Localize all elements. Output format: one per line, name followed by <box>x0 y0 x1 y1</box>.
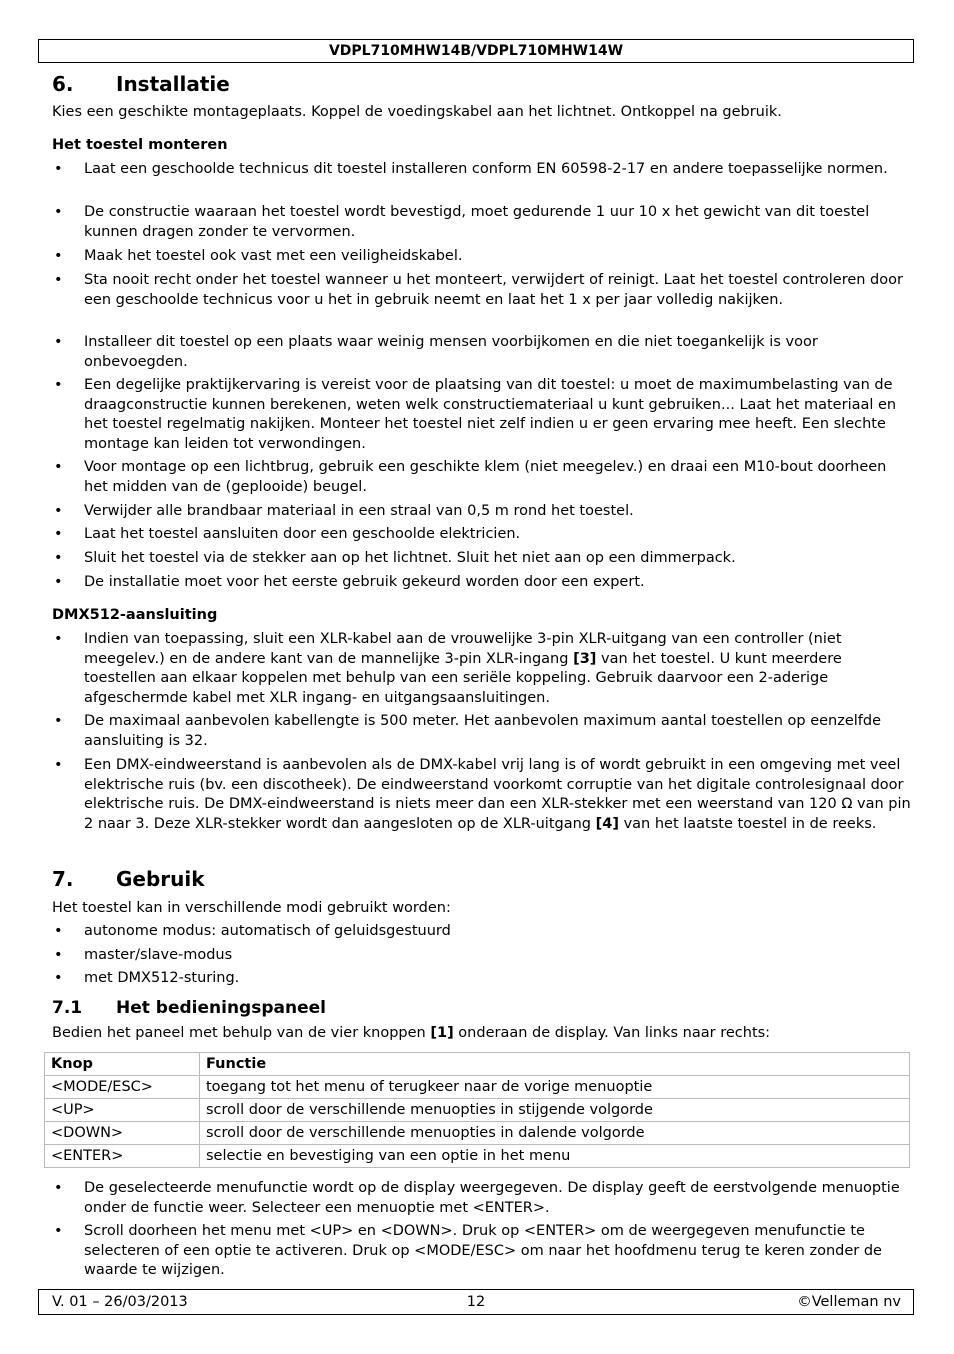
bullet: • <box>54 204 63 220</box>
list-item: • Laat het toestel aansluiten door een geschoolde elektricien. <box>52 525 912 545</box>
button-function-table <box>44 1052 910 1168</box>
list-item: • master/slave-modus <box>52 946 912 966</box>
mount-heading: Het toestel monteren <box>52 137 228 153</box>
section-7-heading <box>52 867 205 891</box>
bullet: • <box>54 272 63 288</box>
column-header: Knop <box>45 1053 200 1076</box>
list-item: • Indien van toepassing, sluit een XLR-kabel aan de vrouwelijke 3-pin XLR-uitgang van een controller (niet meegelev.) en de andere kant van de mannelijke 3-pin XLR-ingang [3] van het toestel. U kunt meerdere toestellen aan elkaar koppelen met behulp van een seriële koppeling. Gebruik daarvoor een 2-aderige afgeschermde kabel met XLR ingang- en uitgangsaansluitingen. <box>54 631 842 706</box>
subsection-number: 7.1 <box>52 998 83 1018</box>
table-row <box>45 1099 910 1122</box>
reference-3: [3] <box>573 650 597 667</box>
list-item: • Voor montage op een lichtbrug, gebruik een geschikte klem (niet meegelev.) en draai een M10-bout doorheen het midden van de (geplooide) beugel. <box>54 459 887 495</box>
list-item: • met DMX512-sturing. <box>52 969 912 989</box>
model-number: VDPL710MHW14B/VDPL710MHW14W <box>328 43 624 59</box>
dmx-heading: DMX512-aansluiting <box>52 607 218 623</box>
version-date: V. 01 – 26/03/2013 <box>52 1294 188 1310</box>
bullet: • <box>54 526 63 542</box>
bullet: • <box>54 574 63 590</box>
panel-intro: Bedien het paneel met behulp van de vier knoppen [1] onderaan de display. Van links naar rechts: <box>52 1025 771 1041</box>
table-cell: scroll door de verschillende menuopties in stijgende volgorde <box>200 1099 910 1122</box>
page-number: 12 <box>466 1294 486 1310</box>
table-cell: selectie en bevestiging van een optie in het menu <box>200 1145 910 1168</box>
section-7-intro: Het toestel kan in verschillende modi gebruikt worden: <box>52 900 451 916</box>
bullet: • <box>54 970 63 986</box>
bullet: • <box>54 1223 63 1239</box>
bullet: • <box>54 923 63 939</box>
reference-4: [4] <box>595 815 619 832</box>
list-item: • De installatie moet voor het eerste gebruik gekeurd worden door een expert. <box>52 573 912 593</box>
list-item: • Een DMX-eindweerstand is aanbevolen als de DMX-kabel vrij lang is of wordt gebruikt in een omgeving met veel elektrische ruis (bv. een discotheek). De eindweerstand voorkomt corruptie van het digitale controlesignaal door elektrische ruis. De DMX-eindweerstand is niets meer dan een XLR-stekker met een weerstand van 120 Ω van pin 2 naar 3. Deze XLR-stekker wordt dan aangesloten op de XLR-uitgang [4] van het laatste toestel in de reeks. <box>54 757 911 832</box>
bullet: • <box>54 1180 63 1196</box>
bullet: • <box>54 550 63 566</box>
bullet: • <box>54 503 63 519</box>
bullet: • <box>54 161 63 177</box>
section-7-number: 7. <box>52 867 74 891</box>
table-cell: scroll door de verschillende menuopties in dalende volgorde <box>200 1122 910 1145</box>
table-cell: <MODE/ESC> <box>45 1076 200 1099</box>
section-6-intro: Kies een geschikte montageplaats. Koppel de voedingskabel aan het lichtnet. Ontkoppel na gebruik. <box>52 104 782 120</box>
table-row <box>45 1076 910 1099</box>
list-item: • autonome modus: automatisch of geluidsgestuurd <box>52 922 912 942</box>
list-item: • Installeer dit toestel op een plaats waar weinig mensen voorbijkomen en die niet toegankelijk is voor onbevoegden. <box>54 334 818 370</box>
bullet: • <box>54 248 63 264</box>
bullet: • <box>54 377 63 393</box>
list-item: • De geselecteerde menufunctie wordt op de display weergegeven. De display geeft de eerstvolgende menuoptie onder de functie weer. Selecteer een menuoptie met <ENTER>. <box>54 1180 900 1216</box>
bullet: • <box>54 459 63 475</box>
bullet: • <box>54 713 63 729</box>
document-footer <box>38 1289 914 1315</box>
reference-1: [1] <box>430 1025 454 1041</box>
table-row <box>45 1122 910 1145</box>
list-item: • Laat een geschoolde technicus dit toestel installeren conform EN 60598-2-17 en andere toepasselijke normen. <box>52 160 912 180</box>
section-6-number: 6. <box>52 72 74 96</box>
section-7-title: Gebruik <box>116 867 205 891</box>
section-6-title: Installatie <box>116 72 230 96</box>
subsection-title: Het bedieningspaneel <box>116 998 326 1018</box>
list-item: • De constructie waaraan het toestel wordt bevestigd, moet gedurende 1 uur 10 x het gewicht van dit toestel kunnen dragen zonder te vervormen. <box>54 204 870 240</box>
section-6-heading <box>52 72 230 96</box>
bullet: • <box>54 334 63 350</box>
table-cell: toegang tot het menu of terugkeer naar de vorige menuoptie <box>200 1076 910 1099</box>
copyright: ©Velleman nv <box>797 1294 901 1310</box>
table-header-row <box>45 1053 910 1076</box>
list-item: • Sta nooit recht onder het toestel wanneer u het monteert, verwijdert of reinigt. Laat het toestel controleren door een geschoolde technicus voor u het in gebruik neemt en laat het 1 x per jaar volledig nakijken. <box>54 272 903 308</box>
bullet: • <box>54 757 63 773</box>
bullet: • <box>54 631 63 647</box>
document-header <box>38 39 914 63</box>
list-item: • Sluit het toestel via de stekker aan op het lichtnet. Sluit het niet aan op een dimmerpack. <box>52 549 912 569</box>
list-item: • Verwijder alle brandbaar materiaal in een straal van 0,5 m rond het toestel. <box>52 502 912 522</box>
column-header: Functie <box>200 1053 910 1076</box>
table-cell: <DOWN> <box>45 1122 200 1145</box>
list-item: • Maak het toestel ook vast met een veiligheidskabel. <box>52 247 912 267</box>
list-item: • Een degelijke praktijkervaring is vereist voor de plaatsing van dit toestel: u moet de maximumbelasting van de draagconstructie kunnen berekenen, weten welk constructiemateriaal u kunt gebruiken... Laat het materiaal en het toestel regelmatig nakijken. Monteer het toestel niet zelf indien u er geen ervaring mee heeft. Een slechte montage kan leiden tot verwondingen. <box>54 377 897 452</box>
list-item: • Scroll doorheen het menu met <UP> en <DOWN>. Druk op <ENTER> om de weergegeven menufunctie te selecteren of een optie te activeren. Druk op <MODE/ESC> om naar het hoofdmenu terug te keren zonder de waarde te wijzigen. <box>54 1223 882 1278</box>
subsection-7-1-heading <box>52 997 326 1019</box>
bullet: • <box>54 947 63 963</box>
list-item: • De maximaal aanbevolen kabellengte is 500 meter. Het aanbevolen maximum aantal toestellen op eenzelfde aansluiting is 32. <box>54 713 882 749</box>
table-cell: <UP> <box>45 1099 200 1122</box>
table-row <box>45 1145 910 1168</box>
table-cell: <ENTER> <box>45 1145 200 1168</box>
